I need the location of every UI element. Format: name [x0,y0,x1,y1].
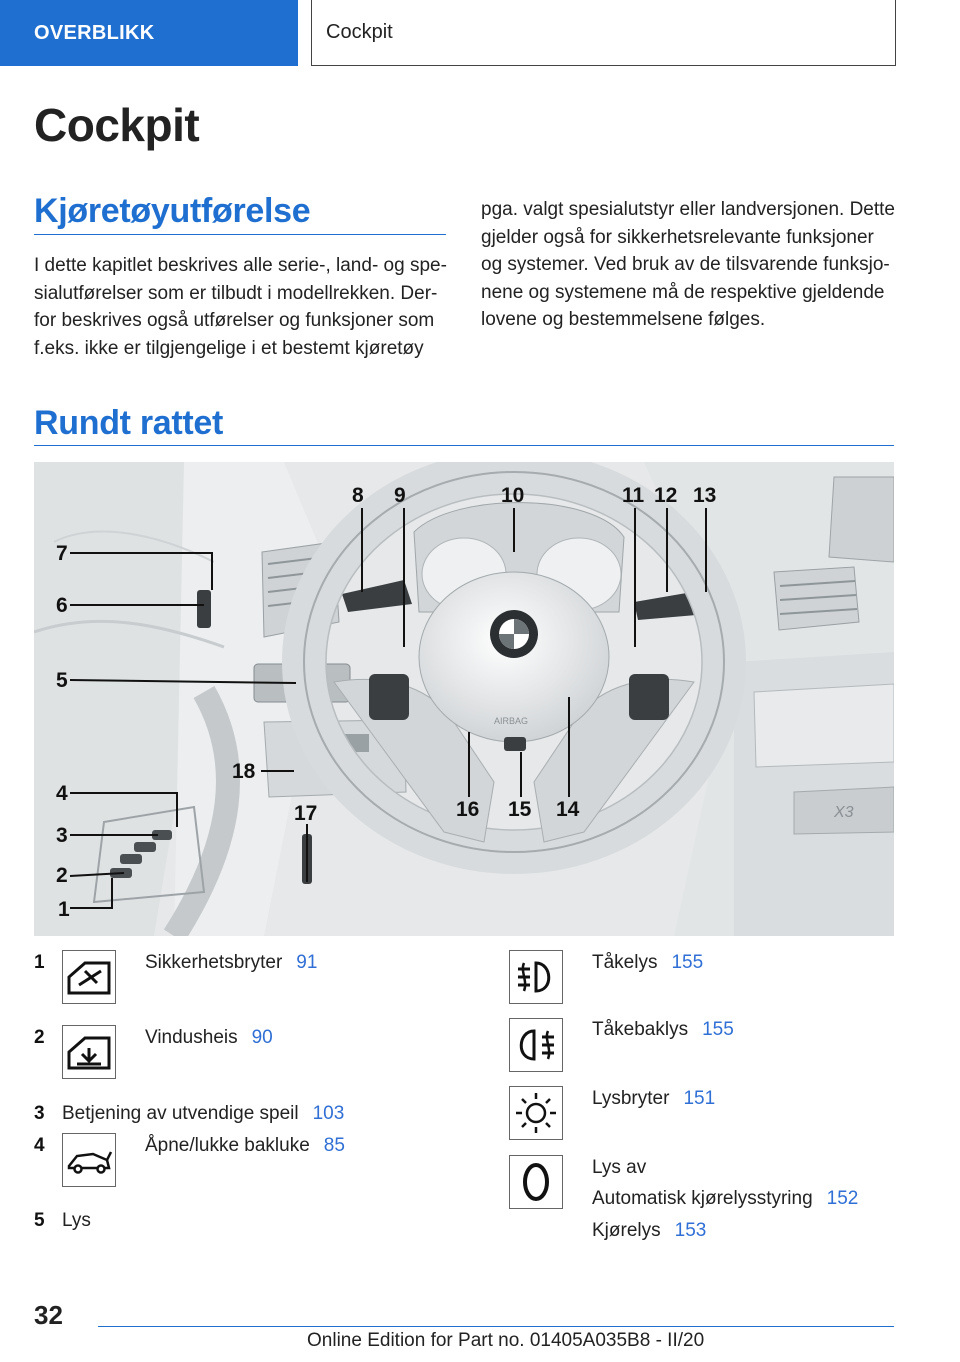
section-heading-vehicle-equipment: Kjøretøyutførelse [34,192,311,230]
callout-9: 9 [394,484,406,507]
legend-label: Lys av [592,1157,647,1178]
callout-2: 2 [56,864,68,887]
callout-1: 1 [58,898,70,921]
callout-6: 6 [56,594,68,617]
page-number: 32 [34,1300,63,1330]
callout-17: 17 [294,802,318,825]
legend-label: Lysbryter [592,1088,670,1109]
legend-item-lights-off [592,1157,646,1179]
legend-number: 5 [34,1210,45,1231]
legend-label: Åpne/lukke bakluke [145,1135,310,1156]
callout-10: 10 [501,484,525,507]
legend-label: Kjørelys [592,1220,661,1241]
page-reference-link[interactable]: 103 [312,1103,345,1124]
legend-label: Tåkebaklys [592,1019,689,1040]
legend-number: 1 [34,952,45,973]
safety-switch-icon [62,950,116,1004]
legend-label: Lys [62,1210,91,1231]
callout-12: 12 [654,484,678,507]
emblem-text: X3 [834,804,854,821]
front-fog-light-icon [509,950,563,1004]
footer-edition: Online Edition for Part no. 01405A035B8 - II/20 [307,1330,705,1351]
section-rule [34,445,894,446]
cockpit-drawing [34,462,894,936]
window-lift-icon [62,1025,116,1079]
callout-18: 18 [232,760,256,783]
airbag-label: AIRBAG [494,716,529,726]
legend-item-front-fog [592,952,703,974]
lights-off-icon [509,1155,563,1209]
chapter-tab-label: Cockpit [326,21,393,43]
page-title: Cockpit [34,99,200,151]
page-reference-link[interactable]: 152 [826,1188,859,1209]
callout-7: 7 [56,542,68,565]
page-reference-link[interactable]: 85 [323,1135,345,1156]
page-reference-link[interactable]: 90 [251,1027,273,1048]
callout-15: 15 [508,798,532,821]
legend-number: 4 [34,1135,45,1156]
cockpit-illustration [34,462,894,936]
callout-16: 16 [456,798,480,821]
rear-fog-light-icon [509,1018,563,1072]
tailgate-icon [62,1133,116,1187]
legend-number: 2 [34,1027,45,1048]
page-reference-link[interactable]: 153 [674,1220,707,1241]
legend-item-rear-fog [592,1019,734,1041]
legend-item-lights [62,1210,91,1232]
paragraph-left: I dette kapitlet beskrives alle serie-, land- og spesialutførelser som er tilbudt i modellrekken. Derfor beskrives også utførelser og funksjoner som f.eks. ikke er tilgjengelige i et bestemt kjøretøy [34,255,447,359]
legend-number: 3 [34,1103,45,1124]
callout-14: 14 [556,798,580,821]
callout-3: 3 [56,824,68,847]
legend-item-auto-headlight [592,1188,858,1210]
page-reference-link[interactable]: 151 [683,1088,716,1109]
paragraph-right: pga. valgt spesialutstyr eller landversjonen. Dette gjelder også for sikkerhetsrelevante funksjoner og systemer. Ved bruk av de tilsvarende funksjonene og systemene må de respektive gjeldende lovene og bestemmelsene følges. [481,199,896,330]
legend-label: Betjening av utvendige speil [62,1103,299,1124]
legend-item-tailgate [145,1135,345,1157]
legend-label: Automatisk kjørelysstyring [592,1188,813,1209]
legend-item-safety-switch [145,952,317,974]
callout-5: 5 [56,669,68,692]
section-heading-around-steering-wheel: Rundt rattet [34,404,224,442]
page-reference-link[interactable]: 91 [296,952,318,973]
legend-item-mirror-control [62,1103,344,1125]
page-reference-link[interactable]: 155 [671,952,704,973]
callout-11: 11 [622,484,645,507]
section-rule [34,234,446,235]
light-switch-icon [509,1086,563,1140]
footer-rule [98,1326,894,1327]
legend-item-daytime-lights [592,1220,706,1242]
chapter-tab[interactable] [311,0,896,66]
legend-label: Vindusheis [145,1027,238,1048]
callout-4: 4 [56,782,68,805]
legend-item-window-lift [145,1027,273,1049]
legend-label: Sikkerhetsbryter [145,952,283,973]
legend-label: Tåkelys [592,952,658,973]
callout-13: 13 [693,484,717,507]
bmw-logo [490,610,538,658]
section-tab[interactable]: OVERBLIKK [0,0,298,66]
callout-8: 8 [352,484,364,507]
page-reference-link[interactable]: 155 [702,1019,734,1040]
legend-item-light-switch [592,1088,715,1110]
